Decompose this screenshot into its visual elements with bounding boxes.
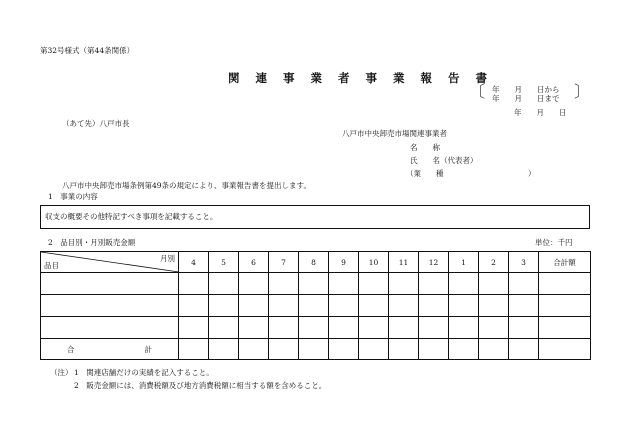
amount-cell[interactable] [299,317,329,339]
total-row-label-right: 計 [144,344,152,354]
amount-cell[interactable] [179,317,209,339]
table-row [41,295,591,317]
corner-month-label: 月別 [160,254,175,263]
reporter-industry-label: （業 種 [406,169,444,178]
amount-cell[interactable] [449,295,479,317]
amount-cell[interactable] [359,317,389,339]
corner-item-label: 品目 [44,261,59,270]
form-number: 第32号様式（第44条関係） [40,46,135,55]
item-cell[interactable] [41,295,179,317]
row-total-cell[interactable] [539,295,591,317]
note-item: 2 販売金額には、消費税額及び地方消費税額に相当する額を含めること。 [74,381,327,390]
amount-cell[interactable] [419,295,449,317]
amount-cell[interactable] [209,295,239,317]
month-total-cell[interactable] [449,339,479,360]
reporter-name-label: 名 称 [410,143,440,152]
reporter-person-label: 氏 名（代表者） [410,156,478,165]
amount-cell[interactable] [509,273,539,295]
amount-cell[interactable] [269,273,299,295]
reporter-industry-close: ） [528,169,536,178]
amount-cell[interactable] [239,317,269,339]
section2-heading: 2 品目別・月別販売金額 [48,238,136,247]
amount-cell[interactable] [449,317,479,339]
month-total-cell[interactable] [509,339,539,360]
report-date: 年 月 日 [514,108,567,117]
month-header: 11 [389,252,419,273]
month-total-cell[interactable] [329,339,359,360]
amount-cell[interactable] [419,317,449,339]
amount-cell[interactable] [359,273,389,295]
amount-cell[interactable] [419,273,449,295]
amount-cell[interactable] [509,295,539,317]
unit-label: 単位：千円 [535,238,573,247]
month-header: 2 [479,252,509,273]
month-total-cell[interactable] [239,339,269,360]
amount-cell[interactable] [239,273,269,295]
amount-cell[interactable] [329,295,359,317]
month-header: 12 [419,252,449,273]
amount-cell[interactable] [329,273,359,295]
sales-table [40,251,591,360]
month-total-cell[interactable] [269,339,299,360]
amount-cell[interactable] [359,295,389,317]
total-row-label-left: 合 [67,344,75,354]
item-cell[interactable] [41,273,179,295]
table-total-row [41,339,591,360]
grand-total-cell[interactable] [539,339,591,360]
amount-cell[interactable] [299,295,329,317]
amount-cell[interactable] [179,273,209,295]
month-total-cell[interactable] [179,339,209,360]
month-header: 3 [509,252,539,273]
month-total-cell[interactable] [299,339,329,360]
addressee: （あて先）八戸市長 [62,119,130,128]
month-header: 5 [209,252,239,273]
item-cell[interactable] [41,317,179,339]
amount-cell[interactable] [329,317,359,339]
month-total-cell[interactable] [359,339,389,360]
amount-cell[interactable] [209,317,239,339]
month-total-cell[interactable] [479,339,509,360]
month-header: 1 [449,252,479,273]
table-header-row [41,252,591,273]
amount-cell[interactable] [389,273,419,295]
amount-cell[interactable] [389,317,419,339]
period-from: 年 月 日から [492,85,560,94]
amount-cell[interactable] [509,317,539,339]
month-header: 6 [239,252,269,273]
row-total-cell[interactable] [539,317,591,339]
total-column-header: 合計額 [539,252,591,273]
amount-cell[interactable] [449,273,479,295]
month-header: 7 [269,252,299,273]
total-row-label [41,339,179,360]
month-header: 9 [329,252,359,273]
period-bracket-left: 〔 [469,82,486,101]
amount-cell[interactable] [179,295,209,317]
month-header: 4 [179,252,209,273]
notes-label: （注） [50,368,73,377]
month-total-cell[interactable] [389,339,419,360]
section1-heading: 1 事業の内容 [48,192,98,201]
page-title: 関 連 事 業 者 事 業 報 告 書 [228,71,494,85]
period-bracket-right: 〕 [574,82,591,101]
reporter-org: 八戸市中央卸売市場関連事業者 [342,129,447,138]
amount-cell[interactable] [209,273,239,295]
corner-diagonal [41,252,179,272]
amount-cell[interactable] [389,295,419,317]
amount-cell[interactable] [479,273,509,295]
business-content-box[interactable] [40,205,590,229]
amount-cell[interactable] [479,295,509,317]
month-header: 8 [299,252,329,273]
amount-cell[interactable] [269,295,299,317]
business-content-instruction: 収支の概要その他特記すべき事項を記載すること。 [45,212,218,221]
amount-cell[interactable] [479,317,509,339]
period-to: 年 月 日まで [492,94,560,103]
amount-cell[interactable] [299,273,329,295]
month-header: 10 [359,252,389,273]
amount-cell[interactable] [239,295,269,317]
row-total-cell[interactable] [539,273,591,295]
amount-cell[interactable] [269,317,299,339]
table-corner-cell [41,252,179,273]
month-total-cell[interactable] [209,339,239,360]
month-total-cell[interactable] [419,339,449,360]
table-row [41,317,591,339]
table-row [41,273,591,295]
statement: 八戸市中央卸売市場条例第49条の規定により、事業報告書を提出します。 [62,181,311,190]
note-item: 1 関連店舗だけの実績を記入すること。 [74,368,214,377]
